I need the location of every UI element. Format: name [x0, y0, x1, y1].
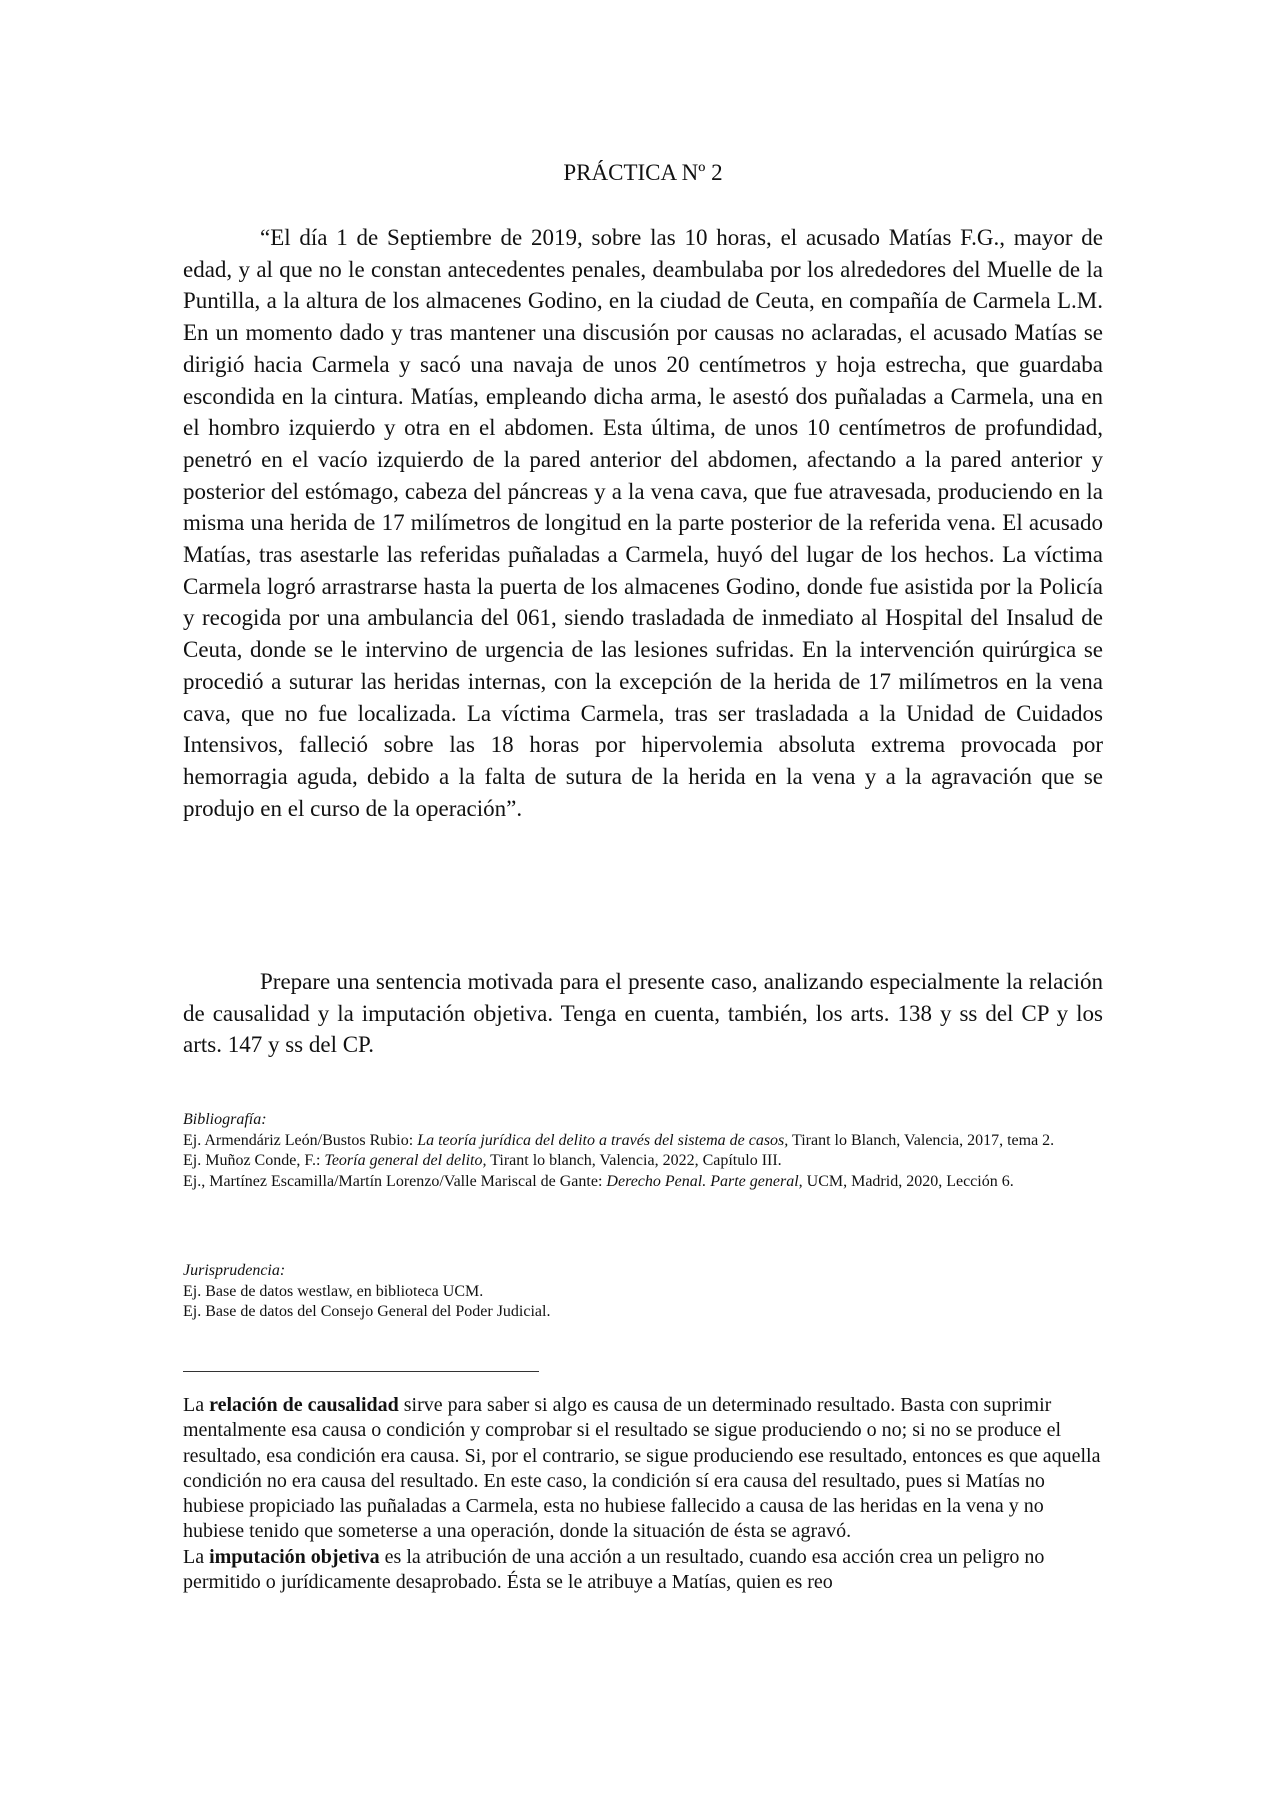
answer-text: es la atribución de una acción a un resultado, cuando esa acción crea un peligro no permitido o jurídicamente desaprobado. Ésta se le atribuye a Matías, quien es reo: [183, 1545, 1045, 1594]
answer-term-causality: relación de causalidad: [209, 1394, 399, 1416]
entry-publisher: Tirant lo blanch, Valencia, 2022, Capítulo III.: [486, 1152, 782, 1169]
bibliography-entry: [183, 1131, 1103, 1152]
entry-author: Ej. Armendáriz León/Bustos Rubio:: [183, 1131, 418, 1149]
case-statement: “El día 1 de Septiembre de 2019, sobre las 10 horas, el acusado Matías F.G., mayor de edad, y al que no le constan antecedentes penales, deambulaba por los alrededores del Muelle de la Puntilla, a la altura de los almacenes Godino, en la ciudad de Ceuta, en compañía de Carmela L.M. En un momento dado y tras mantener una discusión por causas no aclaradas, el acusado Matías se dirigió hacia Carmela y sacó una navaja de unos 20 centímetros y hoja estrecha, que guardaba escondida en la cintura. Matías, empleando dicha arma, le asestó dos puñaladas a Carmela, una en el hombro izquierdo y otra en el abdomen. Esta última, de unos 10 centímetros de profundidad, penetró en el vacío izquierdo de la pared anterior del abdomen, afectando a la pared anterior y posterior del estómago, cabeza del páncreas y a la vena cava, que fue atravesada, produciendo en la misma una herida de 17 milímetros de longitud en la parte posterior de la referida vena. El acusado Matías, tras asestarle las referidas puñaladas a Carmela, huyó del lugar de los hechos. La víctima Carmela logró arrastrarse hasta la puerta de los almacenes Godino, donde fue asistida por la Policía y recogida por una ambulancia del 061, siendo trasladada de inmediato al Hospital del Insalud de Ceuta, donde se le intervino de urgencia de las lesiones sufridas. En la intervención quirúrgica se procedió a suturar las heridas internas, con la excepción de la herida de 17 milímetros en la vena cava, que no fue localizada. La víctima Carmela, tras ser trasladada a la Unidad de Cuidados Intensivos, falleció sobre las 18 horas por hipervolemia absoluta extrema provocada por hemorragia aguda, debido a la falta de sutura de la herida en la vena y a la agravación que se produjo en el curso de la operación”.: [183, 225, 1103, 821]
task-instructions: Prepare una sentencia motivada para el presente caso, analizando especialmente la relación de causalidad y la imputación objetiva. Tenga en cuenta, también, los arts. 138 y ss del CP y los arts. 147 y ss del CP.: [183, 969, 1103, 1058]
entry-author: Ej., Martínez Escamilla/Martín Lorenzo/Valle Mariscal de Gante:: [183, 1172, 607, 1190]
bibliography-entry: [183, 1172, 1103, 1193]
entry-author: Ej. Muñoz Conde, F.:: [183, 1152, 325, 1169]
student-answer: [183, 1393, 1103, 1595]
section-divider: [183, 1371, 539, 1372]
answer-text: sirve para saber si algo es causa de un determinado resultado. Basta con suprimir mentalmente esa causa o condición y comprobar si el resultado se sigue produciendo o no; si no se produce el resultado, esa condición era causa. Si, por el contrario, se sigue produciendo ese resultado, entonces es que aquella condición no era causa del resultado. En este caso, la condición sí era causa del resultado, pues si Matías no hubiese propiciado las puñaladas a Carmela, esta no hubiese fallecido a causa de las heridas en la vena y no hubiese tenido que someterse a una operación, donde la situación de ésta se agravó.: [183, 1394, 1101, 1543]
bibliography-heading: Bibliografía:: [183, 1111, 267, 1128]
answer-paragraph-imputation: [183, 1545, 1103, 1596]
jurisprudence-section: [183, 1261, 1103, 1323]
jurisprudence-entry: Ej. Base de datos del Consejo General del Poder Judicial.: [183, 1303, 551, 1320]
bibliography-section: [183, 1110, 1103, 1192]
jurisprudence-heading: Jurisprudencia:: [183, 1262, 286, 1279]
jurisprudence-entry: Ej. Base de datos westlaw, en biblioteca UCM.: [183, 1282, 484, 1300]
entry-publisher: UCM, Madrid, 2020, Lección 6.: [802, 1172, 1014, 1190]
answer-text: La: [183, 1545, 210, 1568]
entry-title: La teoría jurídica del delito a través del sistema de casos,: [417, 1131, 789, 1149]
entry-title: Derecho Penal. Parte general,: [606, 1172, 803, 1190]
answer-text: La: [183, 1394, 210, 1416]
answer-paragraph-causality: [183, 1393, 1103, 1545]
answer-term-imputation: imputación objetiva: [209, 1545, 380, 1568]
bibliography-entry: [183, 1151, 1103, 1172]
entry-title: Teoría general del delito,: [324, 1152, 487, 1169]
page-title: PRÁCTICA Nº 2: [563, 160, 723, 185]
entry-publisher: Tirant lo Blanch, Valencia, 2017, tema 2.: [788, 1131, 1055, 1149]
